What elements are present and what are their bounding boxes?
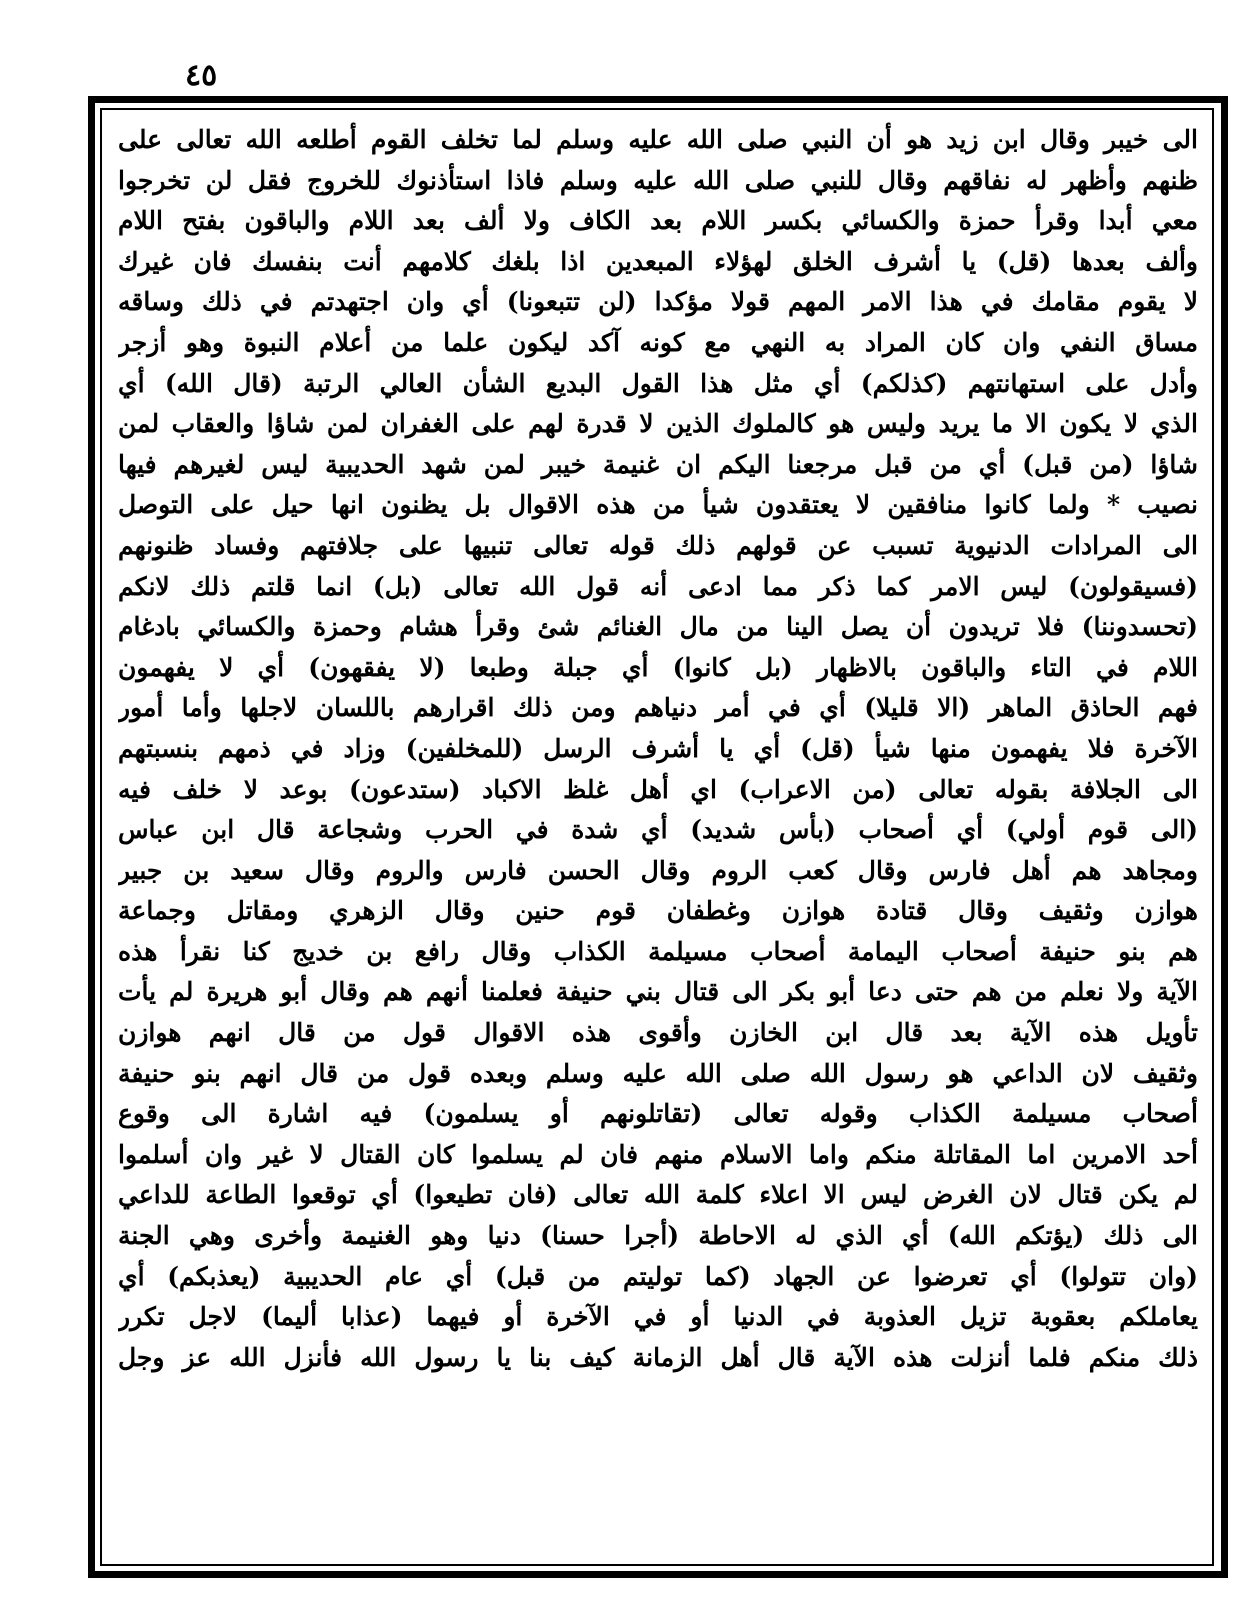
text-line: شاؤا (من قبل) أي من قبل مرجعنا اليكم ان غنيمة خيبر لمن شهد الحديبية ليس لغيرهم فيها xyxy=(118,449,1198,479)
text-line: (فسيقولون) ليس الامر كما ذكر مما ادعى أنه قول الله تعالى (بل) انما قلتم ذلك لانكم xyxy=(118,571,1198,601)
text-line: الذي لا يكون الا ما يريد وليس هو كالملوك الذين لا قدرة لهم على الغفران لمن شاؤا والعقاب لمن xyxy=(118,409,1198,439)
text-line: ذلك منكم فلما أنزلت هذه الآية قال أهل الزمانة كيف بنا يا رسول الله فأنزل الله عز وجل xyxy=(118,1342,1198,1372)
text-line: الى خيبر وقال ابن زيد هو أن النبي صلى الله عليه وسلم لما تخلف القوم أطلعه الله تعالى على xyxy=(118,125,1198,154)
text-line: الى ذلك (يؤتكم الله) أي الذي له الاحاطة (أجرا حسنا) دنيا وهو الغنيمة وأخرى وهي الجنة xyxy=(118,1221,1198,1251)
text-line: مساق النفي وان كان المراد به النهي مع كونه آكد ليكون علما من أعلام النبوة وهو أزجر xyxy=(118,327,1198,357)
text-line: لا يقوم مقامك في هذا الامر المهم قولا مؤكدا (لن تتبعونا) أي وان اجتهدتم في ذلك وساقه xyxy=(118,287,1198,317)
text-line: تأويل هذه الآية بعد قال ابن الخازن وأقوى هذه الاقوال قول من قال انهم هوازن xyxy=(118,1018,1198,1048)
text-line: ومجاهد هم أهل فارس وقال كعب الروم وقال الحسن فارس والروم وقال سعيد بن جبير xyxy=(118,855,1198,885)
text-line: الآخرة فلا يفهمون منها شيأ (قل) أي يا أشرف الرسل (للمخلفين) وزاد في ذمهم بنسبتهم xyxy=(118,733,1198,763)
text-line: أحد الامرين اما المقاتلة منكم واما الاسلام منهم فان لم يسلموا كان القتال لا غير وان أسلموا xyxy=(118,1139,1198,1169)
text-line: لم يكن قتال لان الغرض ليس الا اعلاء كلمة الله تعالى (فان تطيعوا) أي توقعوا الطاعة للداعي xyxy=(118,1180,1198,1210)
text-line: وأدل على استهانتهم (كذلكم) أي مثل هذا القول البديع الشأن العالي الرتبة (قال الله) أي xyxy=(118,368,1198,398)
text-line: أصحاب مسيلمة الكذاب وقوله تعالى (تقاتلونهم أو يسلمون) فيه اشارة الى وقوع xyxy=(118,1099,1198,1129)
text-line: فهم الحاذق الماهر (الا قليلا) أي في أمر دنياهم ومن ذلك اقرارهم باللسان لاجلها وأما أمور xyxy=(118,693,1198,723)
text-line: هوازن وثقيف وقال قتادة هوازن وغطفان قوم حنين وقال الزهري ومقاتل وجماعة xyxy=(118,896,1198,926)
text-line: وألف بعدها (قل) يا أشرف الخلق لهؤلاء المبعدين اذا بلغك كلامهم أنت بنفسك فان غيرك xyxy=(118,246,1198,276)
text-line: الآية ولا نعلم من هم حتى دعا أبو بكر الى قتال بني حنيفة فعلمنا أنهم هم وقال أبو هريرة لم يأت xyxy=(118,977,1198,1007)
text-line: نصيب * ولما كانوا منافقين لا يعتقدون شيأ من هذه الاقوال بل يظنون انها حيل على التوصل xyxy=(118,490,1198,520)
text-line: يعاملكم بعقوبة تزيل العذوبة في الدنيا أو في الآخرة أو فيهما (عذابا أليما) لاجل تكرر xyxy=(118,1302,1198,1332)
text-line: اللام في التاء والباقون بالاظهار (بل كانوا) أي جبلة وطبعا (لا يفقهون) أي لا يفهمون xyxy=(118,652,1198,682)
page-body-text xyxy=(118,120,1198,1560)
text-line: الى الجلافة بقوله تعالى (من الاعراب) اي أهل غلظ الاكباد (ستدعون) بوعد لا خلف فيه xyxy=(118,774,1198,804)
text-line: وثقيف لان الداعي هو رسول الله صلى الله عليه وسلم وبعده قول من قال انهم بنو حنيفة xyxy=(118,1058,1198,1088)
text-line: (وان تتولوا) أي تعرضوا عن الجهاد (كما توليتم من قبل) أي عام الحديبية (يعذبكم) أي xyxy=(118,1261,1198,1291)
text-line: ظنهم وأظهر له نفاقهم وقال للنبي صلى الله عليه وسلم فاذا استأذنوك للخروج فقل لن تخرجوا xyxy=(118,165,1198,195)
text-line: معي أبدا وقرأ حمزة والكسائي بكسر اللام بعد الكاف ولا ألف بعد اللام والباقون بفتح اللام xyxy=(118,206,1198,236)
page-number: ٤٥ xyxy=(185,58,218,93)
text-line: (الى قوم أولي) أي أصحاب (بأس شديد) أي شدة في الحرب وشجاعة قال ابن عباس xyxy=(118,815,1198,845)
text-line: الى المرادات الدنيوية تسبب عن قولهم ذلك قوله تعالى تنبيها على جلافتهم وفساد ظنونهم xyxy=(118,530,1198,560)
text-line: (تحسدوننا) فلا تريدون أن يصل الينا من مال الغنائم شئ وقرأ هشام وحمزة والكسائي بادغام xyxy=(118,612,1198,642)
text-line: هم بنو حنيفة أصحاب اليمامة أصحاب مسيلمة الكذاب وقال رافع بن خديج كنا نقرأ هذه xyxy=(118,936,1198,966)
